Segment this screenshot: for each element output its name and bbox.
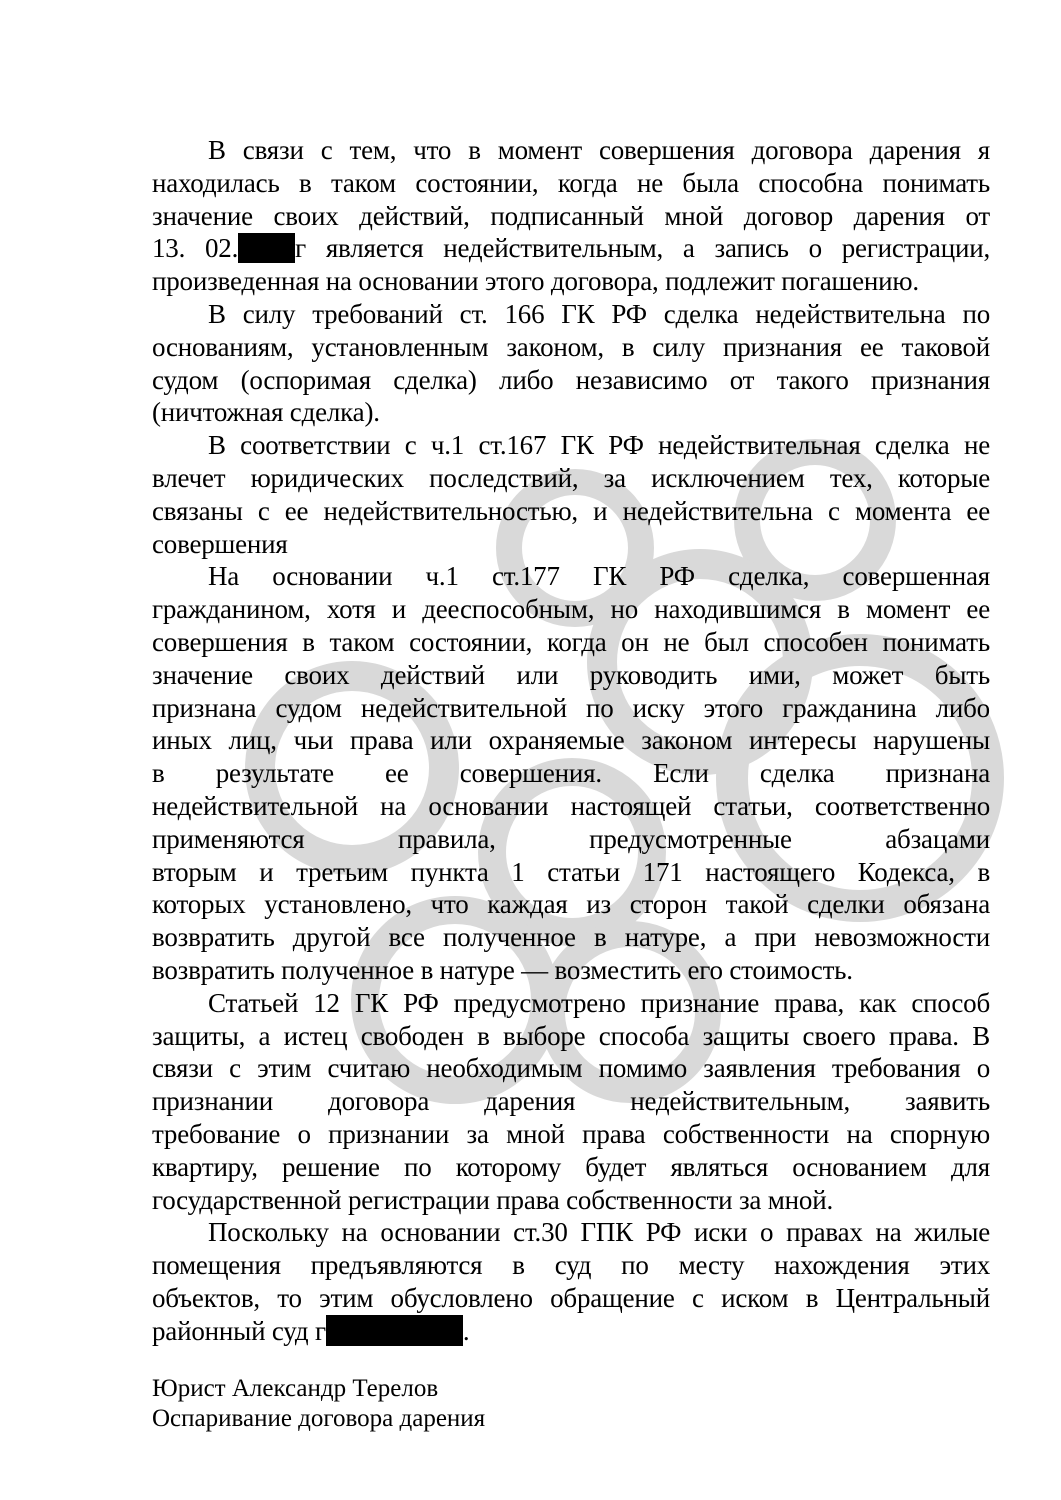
text-line (152, 823, 990, 856)
text-line (152, 232, 990, 265)
text-segment: вторым и третьим пункта 1 статьи 171 настоящего Кодекса, в (152, 856, 990, 887)
text-line (152, 790, 990, 823)
text-segment: совершения (152, 528, 288, 559)
footer-subject: Оспаривание договора дарения (152, 1405, 486, 1432)
redaction-box (326, 1315, 463, 1346)
text-line (152, 1118, 990, 1151)
text-segment: судом (оспоримая сделка) либо независимо от такого признания (152, 364, 990, 395)
text-line (152, 1184, 990, 1217)
text-line (152, 1052, 990, 1085)
text-line (152, 495, 990, 528)
text-line (152, 134, 990, 167)
text-line (152, 954, 990, 987)
text-segment: иных лиц, чьи права или охраняемые законом интересы нарушены (152, 725, 990, 756)
text-segment: защиты, а истец свободен в выборе способа защиты своего права. В (152, 1020, 990, 1051)
text-segment: которых установлено, что каждая из сторон такой сделки обязана (152, 889, 990, 920)
redaction-box (238, 233, 295, 263)
body-text (152, 134, 990, 1347)
text-line (152, 724, 990, 757)
text-segment: совершения в таком состоянии, когда он не был способен понимать (152, 626, 990, 657)
text-line (152, 692, 990, 725)
text-segment: произведенная на основании этого договора, подлежит погашению. (152, 266, 919, 297)
footer (152, 1374, 485, 1434)
text-segment: В связи с тем, что в момент совершения договора дарения я (208, 135, 990, 165)
text-line (152, 888, 990, 921)
footer-author: Юрист Александр Терелов (152, 1375, 439, 1402)
text-line (152, 1151, 990, 1184)
text-segment: гражданином, хотя и дееспособным, но находившимся в момент ее (152, 594, 990, 625)
text-segment: помещения предъявляются в суд по месту нахождения этих (152, 1250, 990, 1281)
text-line (152, 856, 990, 889)
text-line (152, 593, 990, 626)
text-line (152, 528, 990, 561)
text-segment: г является недействительным, а запись о регистрации, (295, 233, 990, 264)
text-segment: На основании ч.1 ст.177 ГК РФ сделка, совершенная (208, 561, 990, 592)
text-segment: связаны с ее недействительностью, и недействительна с момента ее (152, 495, 990, 526)
text-segment: Статьей 12 ГК РФ предусмотрено признание права, как способ (208, 987, 990, 1018)
text-segment: значение своих действий или руководить ими, может быть (152, 659, 990, 690)
text-line (152, 462, 990, 495)
text-line (152, 626, 990, 659)
text-segment: 13. 02. (152, 233, 239, 264)
text-segment: значение своих действий, подписанный мной договор дарения от (152, 200, 990, 231)
text-segment: требование о признании за мной права собственности на спорную (152, 1118, 990, 1149)
text-segment: основаниям, установленным законом, в силу признания ее таковой (152, 331, 990, 362)
text-segment: В соответствии с ч.1 ст.167 ГК РФ недействительная сделка не (208, 430, 990, 461)
text-line (152, 331, 990, 364)
text-segment: признана судом недействительной по иску этого гражданина либо (152, 692, 990, 723)
text-segment: возвратить полученное в натуре — возместить его стоимость. (152, 954, 853, 985)
text-segment: . (462, 1315, 470, 1346)
text-line (152, 757, 990, 790)
text-line (152, 396, 990, 429)
text-segment: признании договора дарения недействительным, заявить (152, 1086, 990, 1117)
text-segment: влечет юридических последствий, за исключением тех, которые (152, 462, 990, 493)
text-line (152, 921, 990, 954)
text-segment: в результате ее совершения. Если сделка признана (152, 758, 990, 789)
text-segment: недействительной на основании настоящей статьи, соответственно (152, 790, 990, 821)
text-segment: применяются правила, предусмотренные абзацами (152, 823, 990, 854)
text-segment: квартиру, решение по которому будет являться основанием для (152, 1151, 990, 1182)
text-segment: Поскольку на основании ст.30 ГПК РФ иски о правах на жилые (208, 1217, 990, 1248)
text-segment: возвратить другой все полученное в натуре, а при невозможности (152, 922, 990, 953)
text-line (152, 1085, 990, 1118)
text-line (152, 1315, 990, 1348)
text-segment: В силу требований ст. 166 ГК РФ сделка недействительна по (208, 298, 990, 329)
text-segment: связи с этим считаю необходимым помимо заявления требования о (152, 1053, 990, 1084)
text-segment: объектов, то этим обусловлено обращение с иском в Центральный (152, 1282, 990, 1313)
text-segment: (ничтожная сделка). (152, 397, 380, 428)
text-line (152, 659, 990, 692)
text-line (152, 298, 990, 331)
text-line (152, 1249, 990, 1282)
text-line (152, 1216, 990, 1249)
text-segment: находилась в таком состоянии, когда не была способна понимать (152, 167, 990, 198)
text-segment: районный суд г (152, 1315, 326, 1346)
text-line (152, 429, 990, 462)
text-line (152, 1020, 990, 1053)
text-line (152, 987, 990, 1020)
text-segment: государственной регистрации права собственности за мной. (152, 1184, 834, 1215)
text-line (152, 560, 990, 593)
text-line (152, 1282, 990, 1315)
text-line (152, 265, 990, 298)
text-line (152, 167, 990, 200)
text-line (152, 200, 990, 233)
text-line (152, 364, 990, 397)
